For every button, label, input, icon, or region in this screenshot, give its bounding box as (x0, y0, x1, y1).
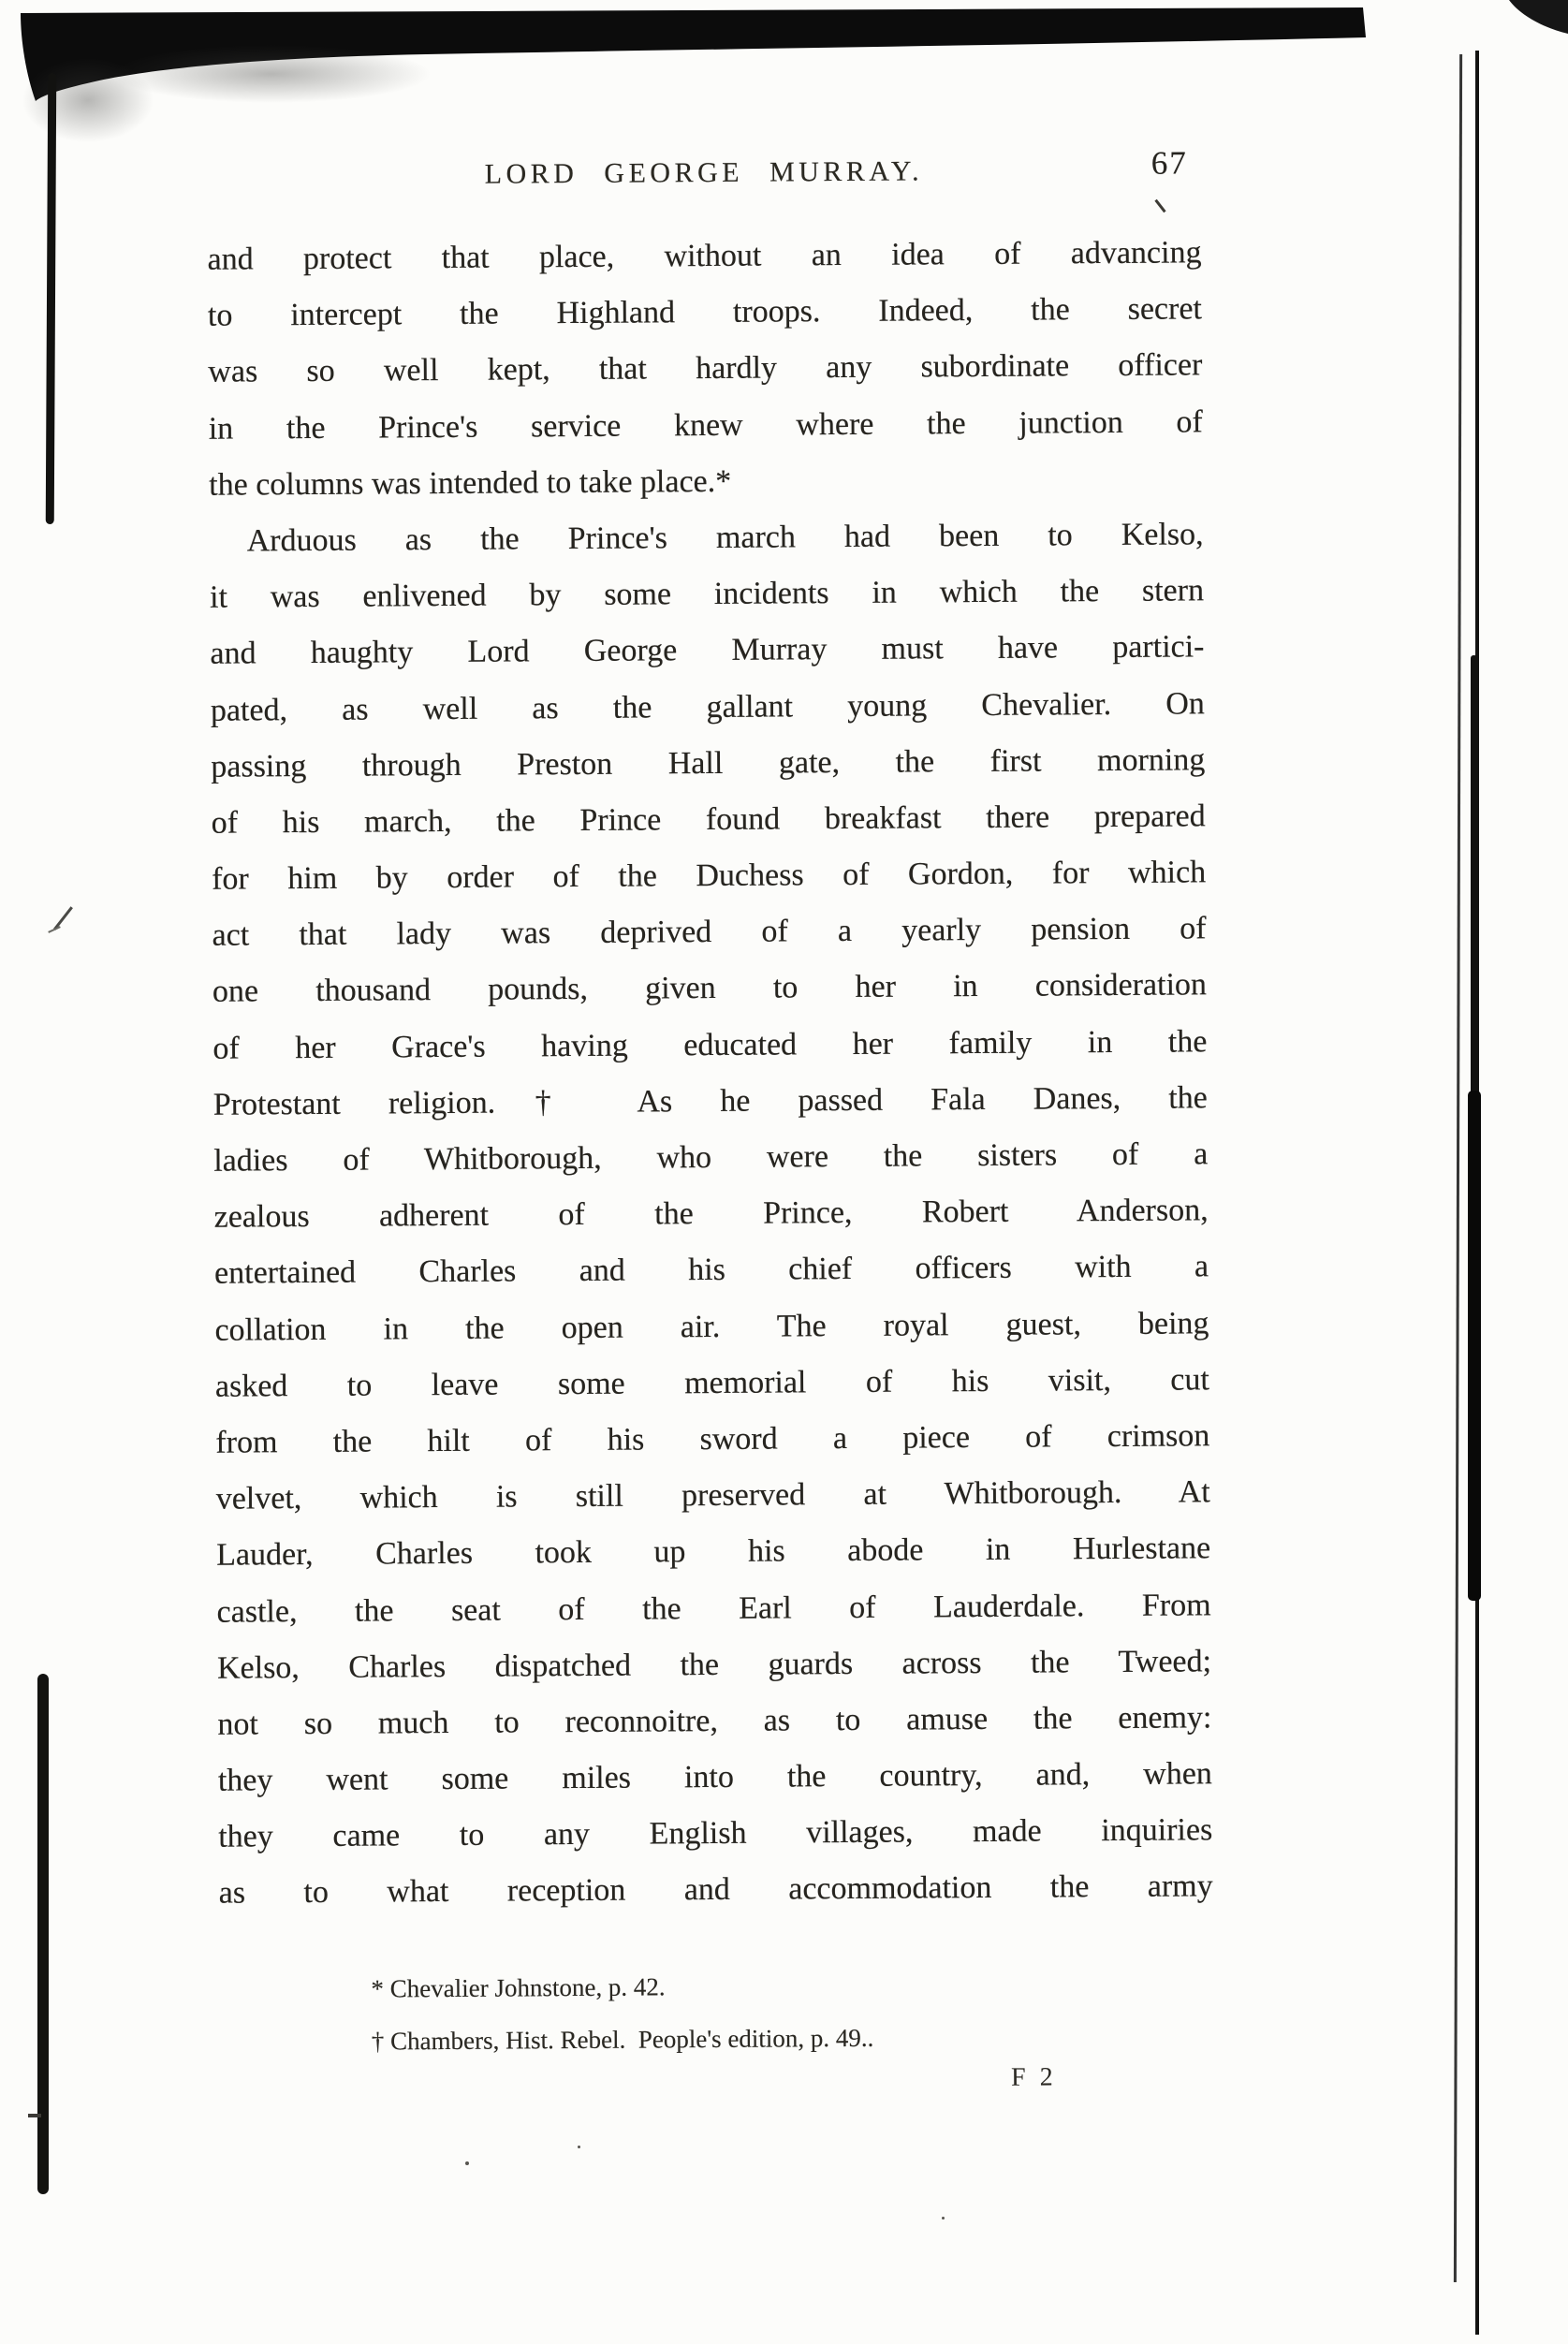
text-line: Kelso, Charles dispatched the guards across the Tweed; (216, 1643, 1212, 1686)
text-line: one thousand pounds, given to her in consideration (212, 967, 1208, 1010)
text-line: ladies of Whitborough, who were the sisters of a (213, 1136, 1209, 1179)
text-line: passing through Preston Hall gate, the first morning (211, 741, 1206, 784)
text-line: and protect that place, without an idea of advancing (207, 235, 1202, 277)
text-line: velvet, which is still preserved at Whitborough. At (215, 1474, 1210, 1516)
footnotes (371, 1956, 1214, 2067)
text-line: was so well kept, that hardly any subordinate officer (208, 347, 1203, 390)
running-title: LORD GEORGE MURRAY. (484, 155, 924, 190)
text-line: it was enlivened by some incidents in which the stern (209, 573, 1205, 615)
text-line: of his march, the Prince found breakfast there prepared (211, 798, 1206, 841)
text-line: they came to any English villages, made inquiries (218, 1812, 1213, 1854)
text-line: of her Grace's having educated her family in the (212, 1023, 1208, 1066)
text-line: collation in the open air. The royal guest, being (214, 1305, 1209, 1348)
scan-smudge (22, 58, 154, 142)
text-line: not so much to reconnoitre, as to amuse the enemy: (217, 1700, 1212, 1742)
scan-speckle (942, 2217, 945, 2219)
text-line: Arduous as the Prince's march had been to Kelso, (246, 517, 1204, 559)
text-line: Protestant religion.† As he passed Fala Danes, the (212, 1080, 1208, 1122)
right-edge-line (1454, 54, 1462, 2282)
text-line: Lauder, Charles took up his abode in Hurlestane (216, 1531, 1211, 1574)
text-line: in the Prince's service knew where the junction of (208, 403, 1203, 447)
signature-mark: F 2 (1010, 2062, 1057, 2092)
text-line: pated, as well as the gallant young Chevalier. On (210, 685, 1205, 728)
scan-top-band (0, 0, 1568, 159)
left-margin-tick (28, 2114, 41, 2117)
text-line: castle, the seat of the Earl of Lauderdale. From (216, 1587, 1211, 1630)
text-line: to intercept the Highland troops. Indeed, the secret (207, 291, 1203, 333)
text-line: zealous adherent of the Prince, Robert Anderson, (213, 1193, 1209, 1235)
scan-smudge (112, 45, 431, 103)
scan-speckle (578, 2146, 580, 2148)
right-edge-line-thick (1468, 1091, 1481, 1601)
text-line: act that lady was deprived of a yearly pension of (212, 911, 1207, 953)
text-line: as to what reception and accommodation the army (218, 1868, 1213, 1912)
text-line: for him by order of the Duchess of Gordon, for which (212, 855, 1207, 897)
body-text (207, 225, 1213, 1922)
left-margin-mark (46, 73, 57, 524)
page-header (207, 144, 1201, 226)
page-content (207, 144, 1214, 2098)
footnote: * Chevalier Johnstone, p. 42. (371, 1971, 666, 2003)
footnote: † Chambers, Hist. Rebel. People's edition, p. 49.. (371, 2023, 874, 2056)
text-line: and haughty Lord George Murray must have partici- (210, 629, 1205, 672)
text-line: they went some miles into the country, and, when (217, 1756, 1212, 1798)
scan-speckle (465, 2161, 469, 2165)
text-line: asked to leave some memorial of his visit, cut (214, 1362, 1210, 1404)
right-edge-line-thick (1471, 655, 1477, 1095)
text-line: entertained Charles and his chief officers with a (213, 1249, 1209, 1292)
page-number: 67 (1150, 144, 1188, 182)
text-line: the columns was intended to take place.* (209, 463, 732, 503)
text-line: from the hilt of his sword a piece of crimson (215, 1418, 1210, 1460)
